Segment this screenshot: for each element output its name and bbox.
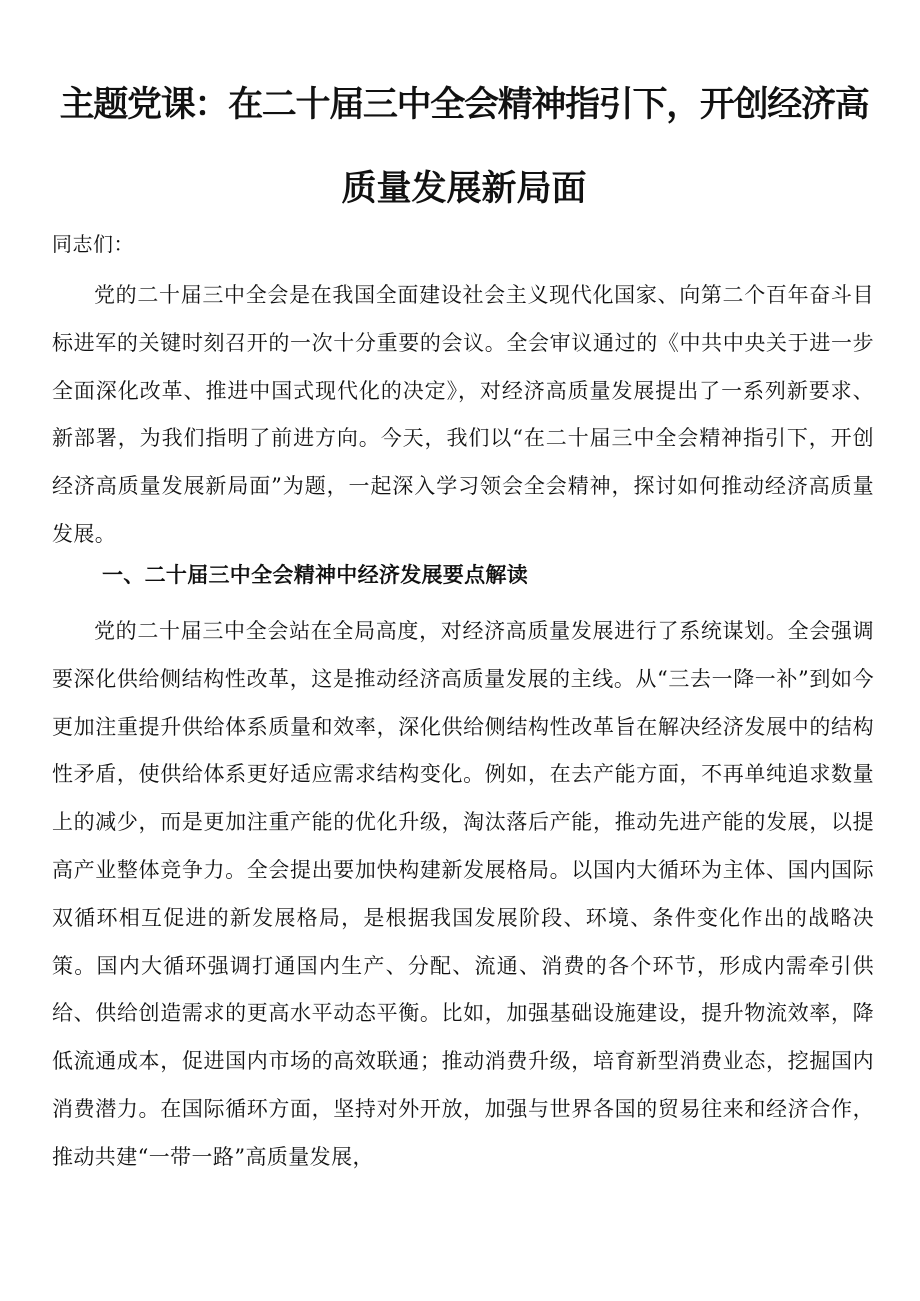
greeting: 同志们： (52, 232, 134, 256)
title-line-1: 主题党课：在二十届三中全会精神指引下，开创经济高 (59, 85, 869, 125)
intro-paragraph: 党的二十届三中全会是在我国全面建设社会主义现代化国家、向第二个百年奋斗目标进军的关键时刻召开的一次十分重要的会议。全会审议通过的《中共中央关于进一步全面深化改革、推进中国式现代化的决定》，对经济高质量发展提出了一系列新要求、新部署，为我们指明了前进方向。今天，我们以“在二十届三中全会精神指引下，开创经济高质量发展新局面”为题，一起深入学习领会全会精神，探讨如何推动经济高质量发展。 (52, 283, 874, 546)
section-heading: 一、二十届三中全会精神中经济发展要点解读 (102, 563, 528, 587)
section-paragraph: 党的二十届三中全会站在全局高度，对经济高质量发展进行了系统谋划。全会强调要深化供给侧结构性改革，这是推动经济高质量发展的主线。从“三去一降一补”到如今更加注重提升供给体系质量和效率，深化供给侧结构性改革旨在解决经济发展中的结构性矛盾，使供给体系更好适应需求结构变化。例如，在去产能方面，不再单纯追求数量上的减少，而是更加注重产能的优化升级，淘汰落后产能，推动先进产能的发展，以提高产业整体竞争力。全会提出要加快构建新发展格局。以国内大循环为主体、国内国际双循环相互促进的新发展格局，是根据我国发展阶段、环境、条件变化作出的战略决策。国内大循环强调打通国内生产、分配、流通、消费的各个环节，形成内需牵引供给、供给创造需求的更高水平动态平衡。比如，加强基础设施建设，提升物流效率，降低流通成本，促进国内市场的高效联通；推动消费升级，培育新型消费业态，挖掘国内消费潜力。在国际循环方面，坚持对外开放，加强与世界各国的贸易往来和经济合作，推动共建“一带一路”高质量发展， (52, 619, 874, 1169)
title-line-2: 质量发展新局面 (341, 169, 587, 209)
